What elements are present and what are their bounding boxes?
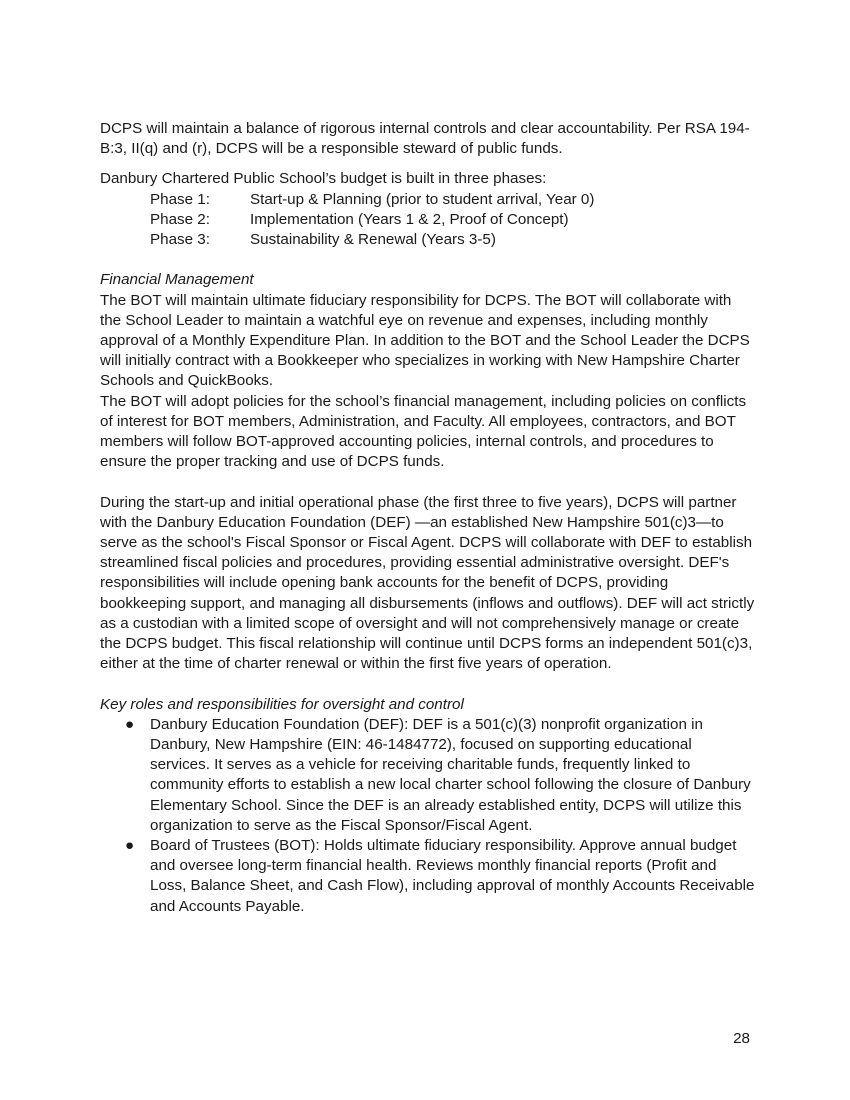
list-item-text: Danbury Education Foundation (DEF): DEF is a 501(c)(3) nonprofit organization in Danbury, New Hampshire (EIN: 46-1484772), focused on supporting educational services. It serves as a vehicle for receiving charitable funds, frequently linked to community efforts to establish a new local charter school following the closure of Danbury Elementary School. Since the DEF is an already established entity, DCPS will utilize this organization to serve as the Fiscal Sponsor/Fiscal Agent. [150,715,751,834]
intro-paragraph: DCPS will maintain a balance of rigorous internal controls and clear accountability. Per RSA 194-B:3, II(q) and (r), DCPS will be a responsible steward of public funds. [100,120,750,158]
page-number: 28 [733,1030,750,1047]
phase-row [150,210,755,230]
spacer [100,472,755,492]
financial-management-paragraph-1: The BOT will maintain ultimate fiduciary responsibility for DCPS. The BOT will collaborate with the School Leader to maintain a watchful eye on revenue and expenses, including monthly approval of a Monthly Expenditure Plan. In addition to the BOT and the School Leader the DCPS will initially contract with a Bookkeeper who specializes in working with New Hampshire Charter Schools and QuickBooks. [100,291,750,390]
bullet-icon: ● [125,837,135,855]
phase-label: Phase 1: [150,190,210,208]
list-item [100,836,755,917]
list-item [100,715,755,836]
spacer [100,250,755,270]
list-item-text: Board of Trustees (BOT): Holds ultimate fiduciary responsibility. Approve annual budget and oversee long-term financial health. Reviews monthly financial reports (Profit and Loss, Balance Sheet, and Cash Flow), including approval of monthly Accounts Receivable and Accounts Payable. [150,837,755,915]
key-roles-list [100,715,755,917]
spacer [100,674,755,694]
phase-text: Start-up & Planning (prior to student arrival, Year 0) [250,190,595,208]
bullet-icon: ● [125,715,135,733]
fiscal-sponsor-paragraph: During the start-up and initial operational phase (the first three to five years), DCPS will partner with the Danbury Education Foundation (DEF) —an established New Hampshire 501(c)3—to serve as the school's Fiscal Sponsor or Fiscal Agent. DCPS will collaborate with DEF to establish streamlined fiscal policies and procedures, providing essential administrative oversight. DEF's responsibilities will include opening bank accounts for the benefit of DCPS, providing bookkeeping support, and managing all disbursements (inflows and outflows). DEF will act strictly as a custodian with a limited scope of oversight and will not comprehensively manage or create the DCPS budget. This fiscal relationship will continue until DCPS forms an independent 501(c)3, either at the time of charter renewal or within the first five years of operation. [100,493,755,673]
phase-label: Phase 2: [150,210,210,228]
phase-text: Sustainability & Renewal (Years 3-5) [250,231,496,249]
financial-management-paragraph-2: The BOT will adopt policies for the school’s financial management, including policies on conflicts of interest for BOT members, Administration, and Faculty. All employees, contractors, and BOT members will follow BOT-approved accounting policies, internal controls, and procedures to ensure the proper tracking and use of DCPS funds. [100,392,747,471]
phase-row [150,190,755,210]
document-page [100,119,755,917]
phase-text: Implementation (Years 1 & 2, Proof of Concept) [250,210,569,228]
phase-row [150,230,755,250]
key-roles-heading: Key roles and responsibilities for oversight and control [100,695,464,713]
spacer [100,159,755,169]
financial-management-heading: Financial Management [100,271,254,289]
phases-intro: Danbury Chartered Public School’s budget is built in three phases: [100,170,547,188]
phase-label: Phase 3: [150,231,210,249]
phases-list [150,190,755,251]
